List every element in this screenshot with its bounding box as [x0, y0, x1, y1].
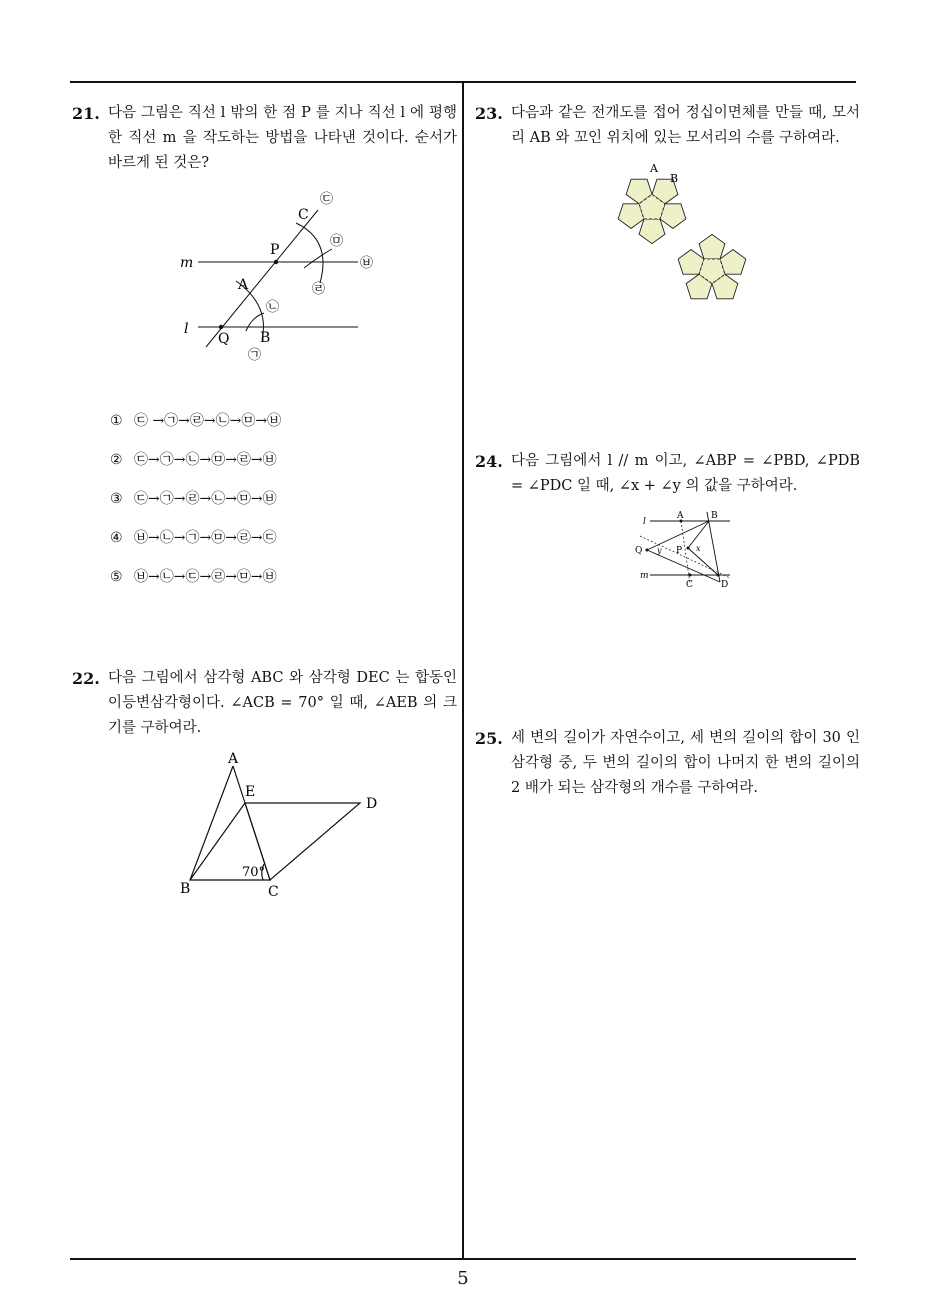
- choice-mark: ④: [110, 530, 123, 546]
- point-c: [689, 574, 692, 577]
- problem-text: 세 변의 길이가 자연수이고, 세 변의 길이의 합이 30 인 삼각형 중, 두 변의 길이의 합이 나머지 한 변의 길이의 2 배가 되는 삼각형의 개수를 구하여라.: [511, 730, 860, 796]
- label-b: B: [670, 172, 679, 185]
- label-a: A: [650, 162, 658, 175]
- lower-flower-petal-pentagon: [699, 234, 725, 259]
- problem-number: 24.: [475, 452, 503, 471]
- label-b: B: [260, 330, 271, 346]
- label-l: l: [184, 321, 189, 337]
- choice-text: ㉥→㉡→㉢→㉣→㉤→㉥: [134, 569, 277, 585]
- dodecahedron-net-figure: [600, 158, 760, 318]
- problem-21: [72, 101, 457, 176]
- problem-25: [475, 726, 860, 801]
- point-d: [717, 574, 720, 577]
- choice-4[interactable]: [110, 527, 277, 547]
- segment-be: [190, 803, 245, 880]
- point-p: [274, 260, 278, 264]
- page-number: 5: [457, 1268, 469, 1289]
- problem-text: 다음과 같은 전개도를 접어 정십이면체를 만들 때, 모서리 AB 와 꼬인 위치에 있는 모서리의 수를 구하여라.: [511, 105, 860, 146]
- label-a: A: [238, 277, 249, 293]
- label-l: l: [643, 517, 646, 527]
- problem-22: [72, 666, 457, 741]
- label-e: E: [245, 784, 256, 800]
- choice-mark: ①: [110, 413, 123, 429]
- label-c: C: [686, 580, 693, 590]
- point-p: [687, 547, 690, 550]
- choice-text: ㉢→㉠→㉡→㉤→㉣→㉥: [134, 452, 277, 468]
- upper-flower-petal-pentagon: [639, 219, 665, 244]
- label-b: B: [180, 881, 191, 897]
- choice-text: ㉥→㉡→㉠→㉤→㉣→㉢: [134, 530, 277, 546]
- point-q: [646, 549, 649, 552]
- marker-c5: ㉤: [330, 234, 344, 249]
- choice-mark: ⑤: [110, 569, 123, 585]
- marker-c1: ㉠: [248, 348, 262, 363]
- label-x: x: [696, 544, 701, 553]
- column-divider: [462, 81, 464, 1259]
- marker-c3: ㉢: [320, 192, 334, 207]
- problem-24: [475, 449, 860, 499]
- label-b: B: [711, 511, 718, 521]
- choice-2[interactable]: [110, 449, 277, 469]
- label-q: Q: [635, 546, 643, 556]
- label-d: D: [721, 580, 729, 590]
- parallel-lines-figure: [630, 506, 740, 592]
- choice-text: ㉢→㉠→㉣→㉡→㉤→㉥: [134, 491, 277, 507]
- lower-flower-petal-pentagon: [678, 250, 704, 275]
- label-c: C: [298, 207, 309, 223]
- dashed-line-c: [640, 536, 730, 578]
- choice-mark: ③: [110, 491, 123, 507]
- triangle-figure: [170, 748, 390, 900]
- label-q: Q: [218, 331, 230, 347]
- choice-mark: ②: [110, 452, 123, 468]
- segment-pd: [688, 548, 718, 575]
- label-d: D: [366, 796, 378, 812]
- point-q: [219, 325, 223, 329]
- choice-1[interactable]: [110, 410, 281, 430]
- label-a: A: [677, 511, 684, 521]
- problem-number: 23.: [475, 104, 503, 123]
- problem-number: 25.: [475, 729, 503, 748]
- upper-flower-petal-pentagon: [660, 204, 686, 229]
- problem-text: 다음 그림에서 삼각형 ABC 와 삼각형 DEC 는 합동인 이등변삼각형이다. ∠ACB = 70° 일 때, ∠AEB 의 크기를 구하여라.: [108, 670, 457, 736]
- choice-5[interactable]: [110, 566, 277, 586]
- label-p: P: [270, 242, 280, 258]
- problem-text: 다음 그림에서 l // m 이고, ∠ABP = ∠PBD, ∠PDB = ∠PDC 일 때, ∠x + ∠y 의 값을 구하여라.: [511, 453, 860, 494]
- label-p: P: [676, 546, 683, 556]
- construction-figure: [170, 185, 390, 365]
- label-a: A: [228, 751, 239, 767]
- arc-small-b: [246, 313, 264, 331]
- angle-label: 70°: [242, 865, 266, 880]
- problem-number: 22.: [72, 669, 100, 688]
- marker-c4: ㉣: [312, 282, 326, 297]
- label-m: m: [180, 255, 194, 271]
- choice-text: ㉢ →㉠→㉣→㉡→㉤→㉥: [134, 413, 282, 429]
- arc-small-p: [304, 249, 332, 268]
- label-y: y: [657, 546, 662, 555]
- bottom-rule: [70, 1258, 856, 1260]
- marker-c6: ㉥: [360, 256, 374, 271]
- label-m: m: [640, 571, 649, 581]
- marker-c2: ㉡: [266, 300, 280, 315]
- problem-23: [475, 101, 860, 151]
- label-c: C: [268, 884, 279, 900]
- problem-text: 다음 그림은 직선 l 밖의 한 점 P 를 지나 직선 l 에 평행한 직선 m 을 작도하는 방법을 나타낸 것이다. 순서가 바르게 된 것은?: [108, 105, 457, 171]
- choice-3[interactable]: [110, 488, 277, 508]
- problem-number: 21.: [72, 104, 100, 123]
